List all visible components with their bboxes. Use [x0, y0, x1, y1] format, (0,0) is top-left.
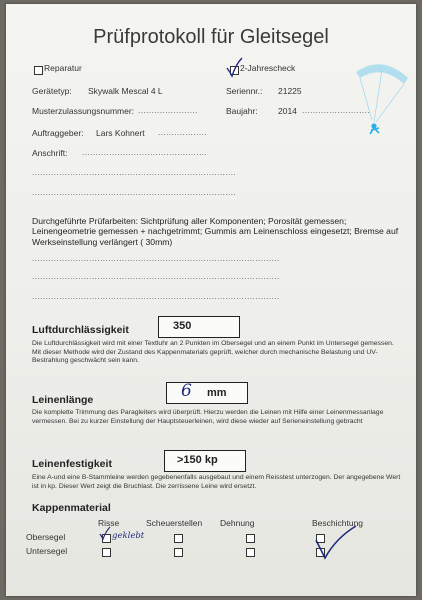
musterzulassung-label: Musterzulassungsnummer: [32, 106, 135, 116]
pruefarbeiten-dotline-1: ........................................................................................... [32, 254, 280, 263]
musterzulassung-dotline: ...................... [138, 106, 198, 115]
auftraggeber-value: Lars Kohnert [96, 128, 145, 138]
jahrescheck-label: 2-Jahrescheck [240, 63, 296, 73]
col-dehnung: Dehnung [220, 518, 255, 528]
paraglider-logo-icon [352, 60, 412, 144]
leinenlaenge-heading: Leinenlänge [32, 394, 94, 406]
anschrift-dotline-3: ........................................................................... [32, 188, 237, 197]
obersegel-scheuerstellen-checkbox[interactable] [174, 534, 183, 543]
pruefarbeiten-dotline-2: ........................................................................................... [32, 272, 280, 281]
auftraggeber-dotline: .................. [158, 128, 208, 137]
anschrift-dotline-2: ........................................................................... [32, 168, 237, 177]
geraetetyp-label: Gerätetyp: [32, 86, 72, 96]
leinenlaenge-value: 6 [181, 381, 192, 401]
leinenfestigkeit-box [164, 450, 246, 472]
untersegel-risse-checkbox[interactable] [102, 548, 111, 557]
kappenmaterial-heading: Kappenmaterial [32, 502, 111, 514]
geraetetyp-value: Skywalk Mescal 4 L [88, 86, 163, 96]
reparatur-label: Reparatur [44, 63, 82, 73]
leinenlaenge-box [166, 382, 248, 404]
untersegel-dehnung-checkbox[interactable] [246, 548, 255, 557]
luftdurchlaessigkeit-heading: Luftdurchlässigkeit [32, 324, 129, 336]
luftdurchlaessigkeit-value: 350 [173, 320, 192, 332]
anschrift-dotline-1: .............................................. [82, 148, 208, 157]
leinenlaenge-unit: mm [207, 387, 227, 399]
pruefarbeiten-text: Durchgeführte Prüfarbeiten: Sichtprüfung aller Komponenten; Porosität gemessen; Leinengeometrie gemessen + nachgetrimmt; Gummis am Leinenschloss eingesetzt; Bremse auf Werkseinstellung verlängert ( 30mm) [32, 216, 399, 247]
pruefarbeiten-dotline-3: ........................................................................................... [32, 292, 280, 301]
row-obersegel: Obersegel [26, 532, 66, 542]
risse-handwritten-note: geklebt [112, 531, 145, 541]
col-beschichtung: Beschichtung [312, 518, 364, 528]
leinenfestigkeit-value: >150 kp [177, 454, 218, 466]
checkmark-icon [312, 524, 360, 562]
luftdurchlaessigkeit-box [158, 316, 240, 338]
checkmark-icon [98, 526, 112, 540]
untersegel-scheuerstellen-checkbox[interactable] [174, 548, 183, 557]
leinenfestigkeit-heading: Leinenfestigkeit [32, 458, 112, 470]
reparatur-checkbox[interactable] [34, 66, 43, 75]
page-title: Prüfprotokoll für Gleitsegel [93, 26, 329, 48]
seriennr-label: Seriennr.: [226, 86, 263, 96]
row-untersegel: Untersegel [26, 546, 68, 556]
baujahr-label: Baujahr: [226, 106, 258, 116]
leinenlaenge-description: Die komplette Trimmung des Paragleiters wird überprüft. Hierzu werden die Leinen mit Hilfe einer Leinenmessanlage vermessen. Bei zu kurzer Einstellung der Hauptsteuerleinen, wird diese wieder auf Serieneinstellung gebracht [32, 409, 384, 425]
luftdurchlaessigkeit-description: Die Luftdurchlässigkeit wird mit einer Textluhr an 2 Punkten im Obersegel und an einem Punkt im Untersegel gemessen. Mit dieser Methode wird der Zustand des Kappenmaterials geprüft, welcher durch mechanische Belastung und UV-Bestrahlung geschwächt sein kann. [32, 340, 394, 365]
col-scheuerstellen: Scheuerstellen [146, 518, 203, 528]
anschrift-label: Anschrift: [32, 148, 68, 158]
seriennr-value: 21225 [278, 86, 302, 96]
baujahr-dotline: ......................... [302, 106, 371, 115]
auftraggeber-label: Auftraggeber: [32, 128, 84, 138]
leinenfestigkeit-description: Eine A-und eine B-Stammleine werden gegebenenfalls ausgebaut und einem Reisstest unterzogen. Der angegebene Wert ist in kp. Dieser Wert zeigt die Bruchlast. Die zerrissene Leine wird ersetzt. [32, 474, 401, 490]
baujahr-value: 2014 [278, 106, 297, 116]
obersegel-dehnung-checkbox[interactable] [246, 534, 255, 543]
col-risse: Risse [98, 518, 120, 528]
protocol-sheet [6, 4, 416, 596]
